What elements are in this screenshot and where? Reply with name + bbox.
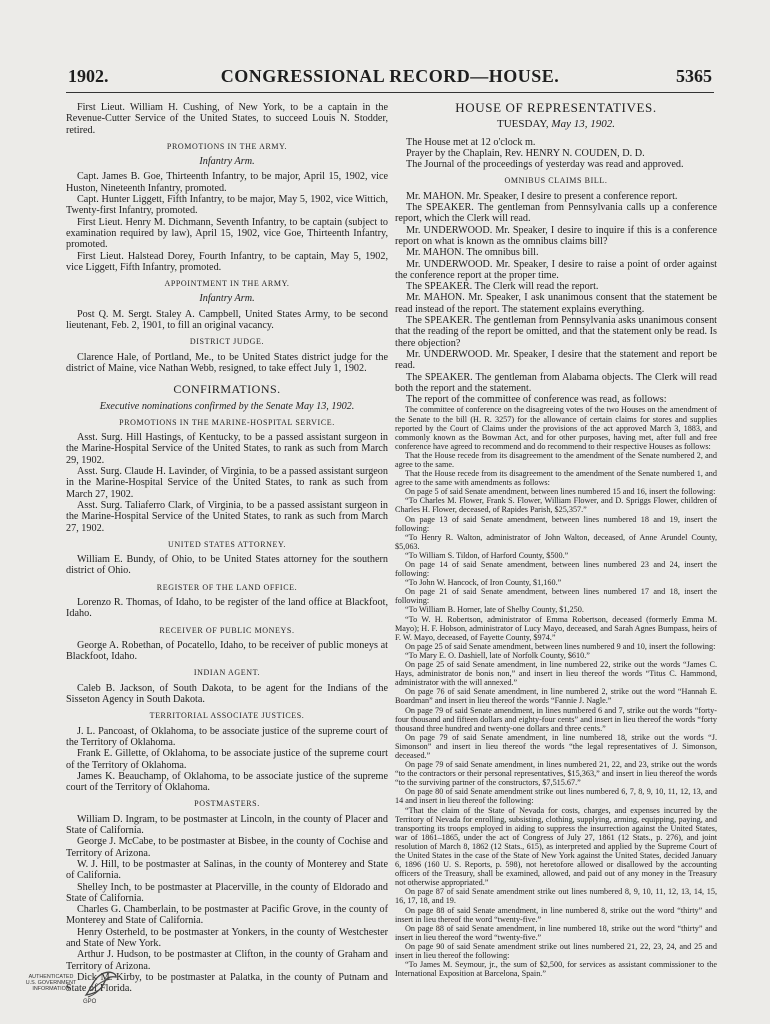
- paragraph: Mr. UNDERWOOD. Mr. Speaker, I desire to inquire if this is a conference report on what is known as the omnibus claims bill?: [395, 224, 717, 247]
- report-paragraph: On page 13 of said Senate amendment, between lines numbered 18 and 19, insert the following:: [395, 514, 717, 533]
- gpo-authentication-logo: [20, 962, 130, 1012]
- paragraph: George J. McCabe, to be postmaster at Bisbee, in the county of Cochise and Territory of Arizona.: [66, 836, 388, 859]
- paragraph: Capt. James B. Goe, Thirteenth Infantry, to be major, April 15, 1902, vice Huston, Nineteenth Infantry, promoted.: [66, 171, 388, 194]
- paragraph: Asst. Surg. Taliaferro Clark, of Virginia, to be a passed assistant surgeon in the Marine-Hospital Service of the United States, to rank as such from March 27, 1902.: [66, 499, 388, 534]
- paragraph: The SPEAKER. The Clerk will read the report.: [406, 281, 599, 293]
- report-paragraph: On page 14 of said Senate amendment, between lines numbered 23 and 24, insert the following:: [395, 560, 717, 579]
- header-year: 1902.: [68, 66, 109, 86]
- report-paragraph: On page 5 of said Senate amendment, between lines numbered 15 and 16, insert the following:: [405, 487, 716, 497]
- report-paragraph: On page 25 of said Senate amendment, in line numbered 22, strike out the words “James C. Hays, administrator de bonis non,” and insert in lieu thereof the words “Titus C. Hammond, administrator with the will annexed.”: [395, 660, 717, 688]
- logo-line: AUTHENTICATED: [28, 974, 74, 980]
- header-page-number: 5365: [676, 66, 712, 86]
- paragraph: Mr. MAHON. Mr. Speaker, I ask unanimous consent that the statement be read instead of the report. The statement explains everything.: [395, 292, 717, 315]
- paragraph: J. L. Pancoast, of Oklahoma, to be associate justice of the supreme court of the Territory of Oklahoma.: [66, 725, 388, 748]
- paragraph: The report of the committee of conference was read, as follows:: [406, 394, 667, 406]
- report-paragraph: That the House recede from its disagreement to the amendment of the Senate numbered 1, and agree to the same with amendments as follows:: [395, 469, 717, 488]
- section-heading: UNITED STATES ATTORNEY.: [168, 539, 286, 549]
- executive-nominations-heading: Executive nominations confirmed by the Senate May 13, 1902.: [99, 400, 355, 412]
- page-header: [66, 66, 714, 93]
- paragraph: Asst. Surg. Claude H. Lavinder, of Virginia, to be a passed assistant surgeon in the Marine-Hospital Service of the United States, to rank as such from March 27, 1902.: [66, 466, 388, 500]
- session-day: TUESDAY,: [497, 118, 549, 131]
- paragraph: William D. Ingram, to be postmaster at Lincoln, in the county of Placer and State of California.: [66, 813, 388, 837]
- report-paragraph: On page 80 of said Senate amendment strike out lines numbered 6, 7, 8, 9, 10, 11, 12, 13, and 14 and insert in lieu thereof the following:: [395, 787, 717, 806]
- report-paragraph: “To Mary E. O. Dashiell, late of Norfolk County, $610.”: [405, 650, 590, 660]
- paragraph: Asst. Surg. Hill Hastings, of Kentucky, to be a passed assistant surgeon in the Marine-Hospital Service of the United States, to rank as such from March 29, 1902.: [66, 432, 388, 466]
- session-date: [395, 119, 717, 130]
- report-paragraph: “To James M. Seymour, jr., the sum of $2,500, for services as assistant commissioner to the International Exposition at Barcelona, Spain.”: [395, 960, 717, 979]
- logo-line: INFORMATION: [32, 986, 70, 993]
- report-paragraph: “To William S. Tildon, of Harford County, $500.”: [405, 550, 569, 560]
- section-heading: RECEIVER OF PUBLIC MONEYS.: [159, 625, 295, 635]
- header-title: CONGRESSIONAL RECORD—HOUSE.: [220, 66, 560, 86]
- paragraph: The House met at 12 o'clock m.: [406, 136, 536, 148]
- section-heading: DISTRICT JUDGE.: [189, 337, 265, 347]
- paragraph: The SPEAKER. The gentleman from Pennsylvania calls up a conference report, which the Clerk will read.: [395, 202, 717, 225]
- paragraph: Arthur J. Hudson, to be postmaster at Clifton, in the county of Graham and Territory of Arizona.: [66, 949, 388, 972]
- section-heading: PROMOTIONS IN THE ARMY.: [166, 141, 288, 151]
- section-heading: REGISTER OF THE LAND OFFICE.: [156, 582, 298, 592]
- paragraph: George A. Robethan, of Pocatello, Idaho, to be receiver of public moneys at Blackfoot, Idaho.: [66, 639, 388, 663]
- report-paragraph: “To Henry R. Walton, administrator of John Walton, deceased, of Anne Arundel County, $5,063.: [395, 532, 717, 551]
- report-paragraph: “To W. H. Robertson, administrator of Emma Robertson, deceased (formerly Emma M. Mayo); H. F. Hobson, administrator of Lucy Mayo, deceased, and Sarah Agnes Bumpass, heirs of F. W. Mayo, deceased, of Fayette County, $974.”: [395, 614, 717, 642]
- paragraph: First Lieut. Halstead Dorey, Fourth Infantry, to be captain, May 5, 1902, vice Liggett, Fifth Infantry, promoted.: [66, 250, 388, 273]
- section-heading: POSTMASTERS.: [194, 799, 260, 809]
- report-paragraph: On page 87 of said Senate amendment strike out lines numbered 8, 9, 10, 11, 12, 13, 14, 15, 16, 17, 18, and 19.: [395, 887, 717, 906]
- report-paragraph: On page 76 of said Senate amendment, in line numbered 2, strike out the word “Hannah E. Boardman” and insert in lieu thereof the words “Fannie J. Nagle.”: [395, 687, 717, 706]
- paragraph: The SPEAKER. The gentleman from Alabama objects. The Clerk will read both the report and the statement.: [395, 371, 717, 394]
- paragraph: Mr. UNDERWOOD. Mr. Speaker, I desire to raise a point of order against the conference report at the proper time.: [395, 258, 717, 281]
- section-heading: OMNIBUS CLAIMS BILL.: [504, 176, 608, 186]
- paragraph: W. J. Hill, to be postmaster at Salinas, in the county of Monterey and State of California.: [66, 858, 388, 882]
- paragraph: Mr. MAHON. Mr. Speaker, I desire to present a conference report.: [406, 190, 678, 202]
- paragraph: James K. Beauchamp, of Oklahoma, to be associate justice of the supreme court of the Territory of Oklahoma.: [66, 770, 388, 794]
- report-paragraph: On page 88 of said Senate amendment, in line numbered 8, strike out the word “thirty” and insert in lieu thereof the word “twenty-five.”: [395, 905, 717, 924]
- subsection-heading: Infantry Arm.: [199, 156, 255, 168]
- paragraph: Capt. Hunter Liggett, Fifth Infantry, to be major, May 5, 1902, vice Wittich, Twenty-first Infantry, promoted.: [66, 194, 388, 217]
- logo-line: U.S. GOVERNMENT: [25, 980, 77, 987]
- paragraph: Post Q. M. Sergt. Staley A. Campbell, United States Army, to be second lieutenant, Feb. 2, 1901, to fill an original vacancy.: [66, 308, 388, 332]
- paragraph: The Journal of the proceedings of yesterday was read and approved.: [406, 159, 684, 171]
- confirmations-heading: CONFIRMATIONS.: [173, 382, 281, 397]
- report-paragraph: “To Charles M. Flower, Frank S. Flower, William Flower, and D. Spriggs Flower, children of Charles H. Flower, deceased, of Rapides Parish, $25,357.”: [395, 496, 717, 515]
- paragraph: First Lieut. Henry M. Dichmann, Seventh Infantry, to be captain (subject to examination required by law), April 15, 1902, vice Goe, Thirteenth Infantry, promoted.: [66, 216, 388, 251]
- paragraph: Dick M. Kirby, to be postmaster at Palatka, in the county of Putnam and State of Florida.: [66, 971, 388, 995]
- right-column: [395, 102, 717, 978]
- left-column: [66, 102, 388, 994]
- paragraph: William E. Bundy, of Ohio, to be United States attorney for the southern district of Ohio.: [66, 554, 388, 577]
- report-paragraph: On page 90 of said Senate amendment strike out lines numbered 21, 22, 23, 24, and 25 and insert in lieu thereof the following:: [395, 941, 717, 961]
- paragraph: Mr. MAHON. The omnibus bill.: [406, 247, 539, 259]
- report-paragraph: On page 25 of said Senate amendment, between lines numbered 9 and 10, insert the following:: [405, 641, 716, 651]
- paragraph: Lorenzo R. Thomas, of Idaho, to be register of the land office at Blackfoot, Idaho.: [66, 596, 388, 620]
- session-date-text: May 13, 1902.: [551, 118, 615, 131]
- paragraph: First Lieut. William H. Cushing, of New York, to be a captain in the Revenue-Cutter Service of the United States, to succeed Louis N. Stodder, retired.: [66, 102, 388, 136]
- report-paragraph: On page 79 of said Senate amendment, in line numbered 18, strike out the words “J. Simonson” and insert in lieu thereof the words “the legal representatives of J. Simonson, deceased.”: [395, 732, 717, 760]
- report-paragraph: On page 88 of said Senate amendment, in line numbered 18, strike out the word “thirty” and insert in lieu thereof the word “twenty-five.”: [395, 923, 717, 942]
- section-heading: INDIAN AGENT.: [193, 668, 261, 678]
- paragraph: Frank E. Gillette, of Oklahoma, to be associate justice of the supreme court of the Territory of Oklahoma.: [66, 748, 388, 771]
- paragraph: The SPEAKER. The gentleman from Pennsylvania asks unanimous consent that the reading of the report be omitted, and that the statement only be read. Is there objection?: [395, 315, 717, 349]
- section-heading: TERRITORIAL ASSOCIATE JUSTICES.: [149, 711, 305, 721]
- report-paragraph: On page 79 of said Senate amendment, in lines numbered 6 and 7, strike out the words “forty-four thousand and fifteen dollars and eighty-four cents” and insert in lieu thereof the words “forty thousand three hundred and twenty-one dollars and three cents.”: [395, 705, 717, 733]
- paragraph: Caleb B. Jackson, of South Dakota, to be agent for the Indians of the Sisseton Agency in South Dakota.: [66, 682, 388, 706]
- conference-report: [395, 405, 717, 978]
- paragraph: Shelley Inch, to be postmaster at Placerville, in the county of Eldorado and State of California.: [66, 881, 388, 904]
- report-paragraph: That the House recede from its disagreement to the amendment of the Senate numbered 2, and agree to the same.: [395, 450, 717, 469]
- logo-text: [20, 974, 82, 993]
- paragraph: Prayer by the Chaplain, Rev. HENRY N. COUDEN, D. D.: [406, 147, 645, 159]
- subsection-heading: Infantry Arm.: [199, 293, 255, 305]
- section-heading: PROMOTIONS IN THE MARINE-HOSPITAL SERVICE.: [119, 417, 335, 427]
- paragraph: Clarence Hale, of Portland, Me., to be United States district judge for the district of Maine, vice Nathan Webb, resigned, to take effect July 1, 1902.: [66, 351, 388, 374]
- section-heading: APPOINTMENT IN THE ARMY.: [164, 279, 290, 289]
- house-heading: HOUSE OF REPRESENTATIVES.: [455, 100, 657, 115]
- report-paragraph: “To John W. Hancock, of Iron County, $1,160.”: [405, 578, 562, 588]
- paragraph: Mr. UNDERWOOD. Mr. Speaker, I desire that the statement and report be read.: [395, 348, 717, 372]
- report-paragraph: On page 79 of said Senate amendment, in lines numbered 21, 22, and 23, strike out the words “to the contractors or their personal representatives, $15,363,” and insert in lieu thereof the words “to the surviving partner of the constructors, $7,515.67.”: [395, 760, 717, 788]
- paragraph: Charles G. Chamberlain, to be postmaster at Pacific Grove, in the county of Monterey and State of California.: [66, 904, 388, 927]
- report-paragraph: “That the claim of the State of Nevada for costs, charges, and expenses incurred by the Territory of Nevada for enrolling, subsisting, clothing, supplying, arming, equipping, paying, and transporting its troops employed in aiding to suppress the insurrection against the United States, war of 1861–1865, under the act of Congress of July 27, 1861 (12 Stats., p. 276), and joint resolution of March 8, 1862 (12 Stats., 615), as interpreted and applied by the Supreme Court of the United States in the case of the State of New York against the United States, decided January 6, 1896 (160 U. S. Reports, p. 598), not heretofore allowed or disallowed by the accounting officers of the Treasury, shall be examined, allowed, and paid out of any money in the Treasury not otherwise appropriated.”: [395, 805, 717, 888]
- logo-gpo: GPO: [83, 999, 97, 1005]
- eagle-icon: [80, 967, 120, 1001]
- report-paragraph: “To William B. Horner, late of Shelby County, $1,250.: [405, 605, 584, 615]
- report-paragraph: The committee of conference on the disagreeing votes of the two Houses on the amendment of the Senate to the bill (H. R. 3257) for the allowance of certain claims for stores and supplies reported by the Court of Claims under the provisions of the act approved March 3, 1883, and commonly known as the Bowman Act, and for other purposes, having met, after full and free conference have agreed to recommend and do recommend to their respective Houses as follows:: [395, 405, 717, 451]
- report-paragraph: On page 21 of said Senate amendment, between lines numbered 17 and 18, insert the following:: [395, 587, 717, 606]
- paragraph: Henry Osterheld, to be postmaster at Yonkers, in the county of Westchester and State of New York.: [66, 926, 388, 949]
